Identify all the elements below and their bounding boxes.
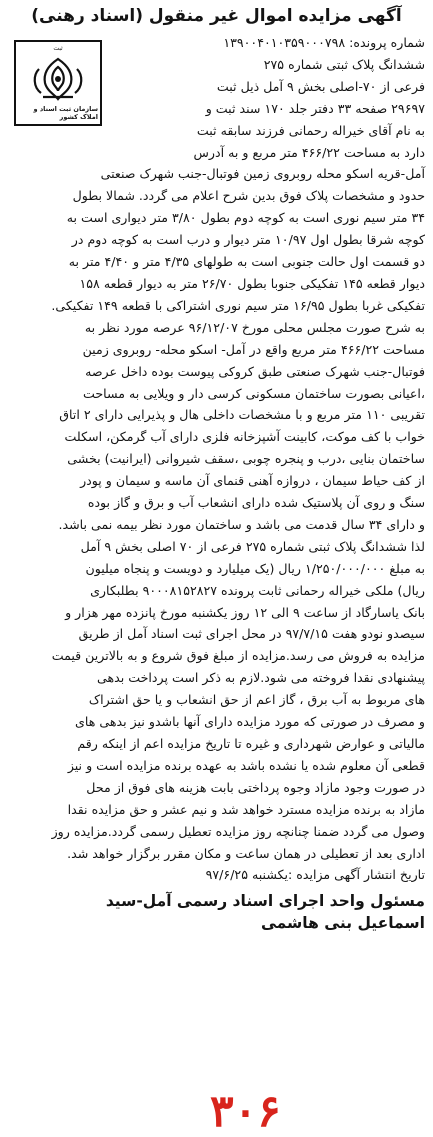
notice-body-line: ساختمان بنایی ،درب و پنجره چوبی ،سقف شیروانی (ایرانیت) بخشی <box>67 451 425 467</box>
notice-body-line: ۳۴ متر سیم نوری است به کوچه دوم بطول ۳/۸۰ متر دیواری است به <box>66 210 425 226</box>
notice-body-line: آمل-قریه اسکو محله روبروی زمین فوتبال-جنب شهرک صنعتی <box>100 166 425 182</box>
notice-body-line: فرعی از ۷۰-اصلی بخش ۹ آمل ذیل ثبت <box>216 78 425 94</box>
notice-body-line: و دارای ۳۴ سال قدمت می باشد و ساختمان مورد نظر بیمه نمی باشد. <box>58 516 425 532</box>
handwritten-number-stamp: ۳۰۶ <box>210 1086 281 1137</box>
registry-organization-logo <box>14 40 102 126</box>
notice-body-line: دیوار قطعه ۱۴۵ تفکیکی جنوبا بطول ۲۶/۷۰ متر به دیوار قطعه ۱۵۸ <box>79 275 425 291</box>
notice-body-line: خواب با کف موکت، کابینت آشپزخانه فلزی دارای آب گرمکن، اسکلت <box>64 429 425 445</box>
notice-body-line: به نام آقای خیراله رحمانی فرزند سابقه ثبت <box>196 122 425 138</box>
notice-title: آگهی مزایده اموال غیر منقول (اسناد رهنی) <box>31 6 402 26</box>
notice-body-line: کوچه شرقا بطول اول ۱۰/۹۷ متر دیوار و درب است به کوچه دوم در <box>71 232 425 248</box>
notice-body-line: سنگ و روی آن پلاستیک شده دارای انشعاب آب و برق و گاز بوده <box>87 495 425 511</box>
notice-body-line: پیشنهادی نقدا فروخته می شود.لازم به ذکر است پرداخت بدهی <box>96 670 425 686</box>
notice-body-line: تفکیکی غربا بطول ۱۶/۹۵ متر سیم نوری اشتراکی با قطعه ۱۴۹ تفکیکی. <box>51 297 425 313</box>
emblem-icon <box>29 55 87 103</box>
notice-body-line: قطعی آن معلوم شده یا نشده باشد به عهده برنده مزایده است و نیز <box>67 757 425 773</box>
notice-body <box>8 32 425 886</box>
notice-body-line: در صورت وجود مازاد وجوه پرداختی بابت هزینه های فوق از محل <box>86 779 425 795</box>
notice-body-line: مزایده به فروش می رسد.مزایده از مبلغ فوق شروع و به بالاترین قیمت <box>51 648 425 664</box>
notice-body-line: ۲۹۶۹۷ صفحه ۳۳ دفتر جلد ۱۷۰ سند ثبت و <box>205 100 425 116</box>
notice-body-line: فوتبال-جنب شهرک صنعتی طبق کروکی پیوست بوده داخل عرصه <box>85 363 425 379</box>
notice-body-line: از کف حیاط سیمان ، دروازه آهنی قنمای آن ماسه و سیمان و پودر <box>80 473 425 489</box>
logo-top-text: ثبت <box>53 45 63 52</box>
notice-body-line: مازاد به برنده مزایده مسترد خواهد شد و نیم عشر و حق مزایده نقدا <box>67 801 425 817</box>
notice-body-line: مالیاتی و عوارض شهرداری و غیره تا تاریخ مزایده اعم از اینکه رقم <box>77 736 425 751</box>
notice-body-line: به شرح صورت مجلس محلی مورخ ۹۶/۱۲/۰۷ عرصه مورد نظر به <box>84 319 425 335</box>
notice-body-line: لذا ششدانگ پلاک ثبتی شماره ۲۷۵ فرعی از ۷۰ اصلی بخش ۹ آمل <box>80 538 425 554</box>
notice-body-line: تقریبی ۱۱۰ متر مربع و با مشخصات داخلی هال و پذیرایی دارای ۲ اتاق <box>59 407 425 423</box>
notice-body-line: سیصدو نودو هفت ۹۷/۷/۱۵ در محل اجرای ثبت اسناد آمل از طریق <box>78 626 425 642</box>
notice-body-line: ششدانگ پلاک ثبتی شماره ۲۷۵ <box>263 56 425 72</box>
logo-caption: سازمان ثبت اسناد و املاک کشور <box>33 105 98 121</box>
notice-body-line: مساحت ۴۶۶/۲۲ متر مربع واقع در آمل- اسکو محله- روبروی زمین <box>82 341 425 357</box>
notice-body-line: حدود و مشخصات پلاک فوق بدین شرح اعلام می گردد. شمالا بطول <box>72 188 425 204</box>
signature-block <box>8 890 425 934</box>
signature-line-1: مسئول واحد اجرای اسناد رسمی آمل-سید <box>105 892 425 911</box>
notice-body-line: اداری بعد از تعطیلی در همان ساعت و مکان مقرر برگزار خواهد شد. <box>67 845 425 861</box>
notice-body-line: و مصرف در صورتی که مورد مزایده دارای آنها باشدو نیز بدهی های <box>75 714 425 730</box>
notice-body-line: دارد به مساحت ۴۶۶/۲۲ متر مربع و به آدرس <box>193 144 425 160</box>
notice-body-line: دو قسمت اول حالت جنوبی است به طولهای ۴/۳۵ متر و ۴/۴۰ متر به <box>68 254 425 270</box>
notice-body-line: تاریخ انتشار آگهی مزایده :یکشنبه ۹۷/۶/۲۵ <box>205 867 425 883</box>
notice-body-line: های مربوط به آب برق ، گاز اعم از حق انشعاب و یا حق اشتراک <box>88 692 425 708</box>
notice-body-line: بانک یاسارگاد از ساعت ۹ الی ۱۲ روز یکشنبه مورخ پانزده مهر هزار و <box>65 604 425 620</box>
notice-body-line: به مبلغ ۱/۲۵۰/۰۰۰/۰۰۰ ریال (یک میلیارد و دویست و پنجاه میلیون <box>85 560 425 576</box>
notice-body-line: ،اعیانی بصورت ساختمان مسکونی کرسی دار و ویلایی به مساحت <box>83 385 425 401</box>
notice-body-line: ریال) ملکی خیراله رحمانی ثابت پرونده ۹۰۰۰۸۱۵۲۸۲۷ بطلبکاری <box>90 582 425 598</box>
notice-body-line: شماره پرونده: ۱۳۹۰۰۴۰۱۰۳۵۹۰۰۰۷۹۸ <box>223 35 425 50</box>
signature-line-2: اسماعیل بنی هاشمی <box>260 914 425 933</box>
notice-body-line: وصول می گردد ضمنا چنانچه روز مزایده تعطیل رسمی گردد.مزایده روز <box>51 823 425 839</box>
